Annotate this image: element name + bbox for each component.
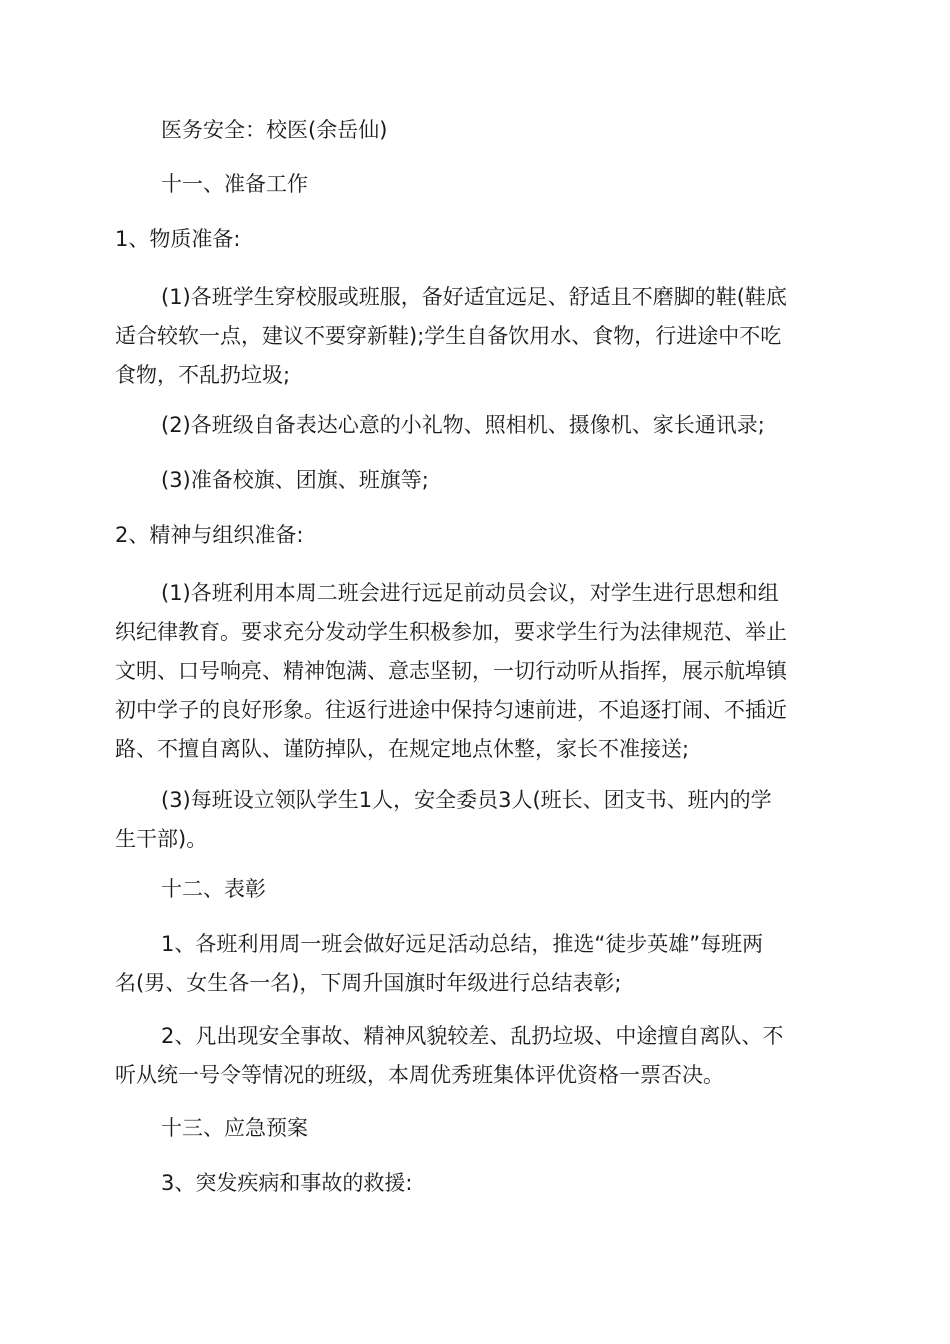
item-2-paragraph-1 xyxy=(115,574,835,769)
text-line: 食物，不乱扔垃圾; xyxy=(115,363,291,387)
text-line: (1)各班学生穿校服或班服，备好适宜远足、舒适且不磨脚的鞋(鞋底 xyxy=(161,285,787,309)
text-line: 听从统一号令等情况的班级，本周优秀班集体评优资格一票否决。 xyxy=(115,1063,724,1087)
item-1-paragraph-1 xyxy=(115,278,835,395)
medical-safety-line: 医务安全：校医(余岳仙) xyxy=(161,118,388,142)
item-1-paragraph-3: (3)准备校旗、团旗、班旗等; xyxy=(161,468,429,492)
text-line: 生干部)。 xyxy=(115,827,208,851)
section-13-paragraph-3: 3、突发疾病和事故的救援: xyxy=(161,1171,413,1195)
section-13-title: 十三、应急预案 xyxy=(161,1116,308,1140)
item-2-paragraph-3 xyxy=(115,781,835,859)
text-line: 1、各班利用周一班会做好远足活动总结，推选“徒步英雄”每班两 xyxy=(161,932,764,956)
text-line: (1)各班利用本周二班会进行远足前动员会议，对学生进行思想和组 xyxy=(161,581,779,605)
section-12-title: 十二、表彰 xyxy=(161,877,266,901)
text-line: 2、凡出现安全事故、精神风貌较差、乱扔垃圾、中途擅自离队、不 xyxy=(161,1024,784,1048)
text-line: 初中学子的良好形象。往返行进途中保持匀速前进，不追逐打闹、不插近 xyxy=(115,698,787,722)
item-2-title: 2、精神与组织准备: xyxy=(115,523,304,547)
section-12-paragraph-2 xyxy=(115,1017,835,1095)
text-line: 路、不擅自离队、谨防掉队，在规定地点休整，家长不准接送; xyxy=(115,737,690,761)
section-11-title: 十一、准备工作 xyxy=(161,172,308,196)
item-1-paragraph-2: (2)各班级自备表达心意的小礼物、照相机、摄像机、家长通讯录; xyxy=(161,413,765,437)
text-line: (3)每班设立领队学生1人，安全委员3人(班长、团支书、班内的学 xyxy=(161,788,772,812)
text-line: 文明、口号响亮、精神饱满、意志坚韧，一切行动听从指挥，展示航埠镇 xyxy=(115,659,787,683)
text-line: 名(男、女生各一名)，下周升国旗时年级进行总结表彰; xyxy=(115,971,622,995)
item-1-title: 1、物质准备: xyxy=(115,227,241,251)
text-line: 织纪律教育。要求充分发动学生积极参加，要求学生行为法律规范、举止 xyxy=(115,620,787,644)
section-12-paragraph-1 xyxy=(115,925,835,1003)
text-line: 适合较软一点，建议不要穿新鞋);学生自备饮用水、食物，行进途中不吃 xyxy=(115,324,782,348)
